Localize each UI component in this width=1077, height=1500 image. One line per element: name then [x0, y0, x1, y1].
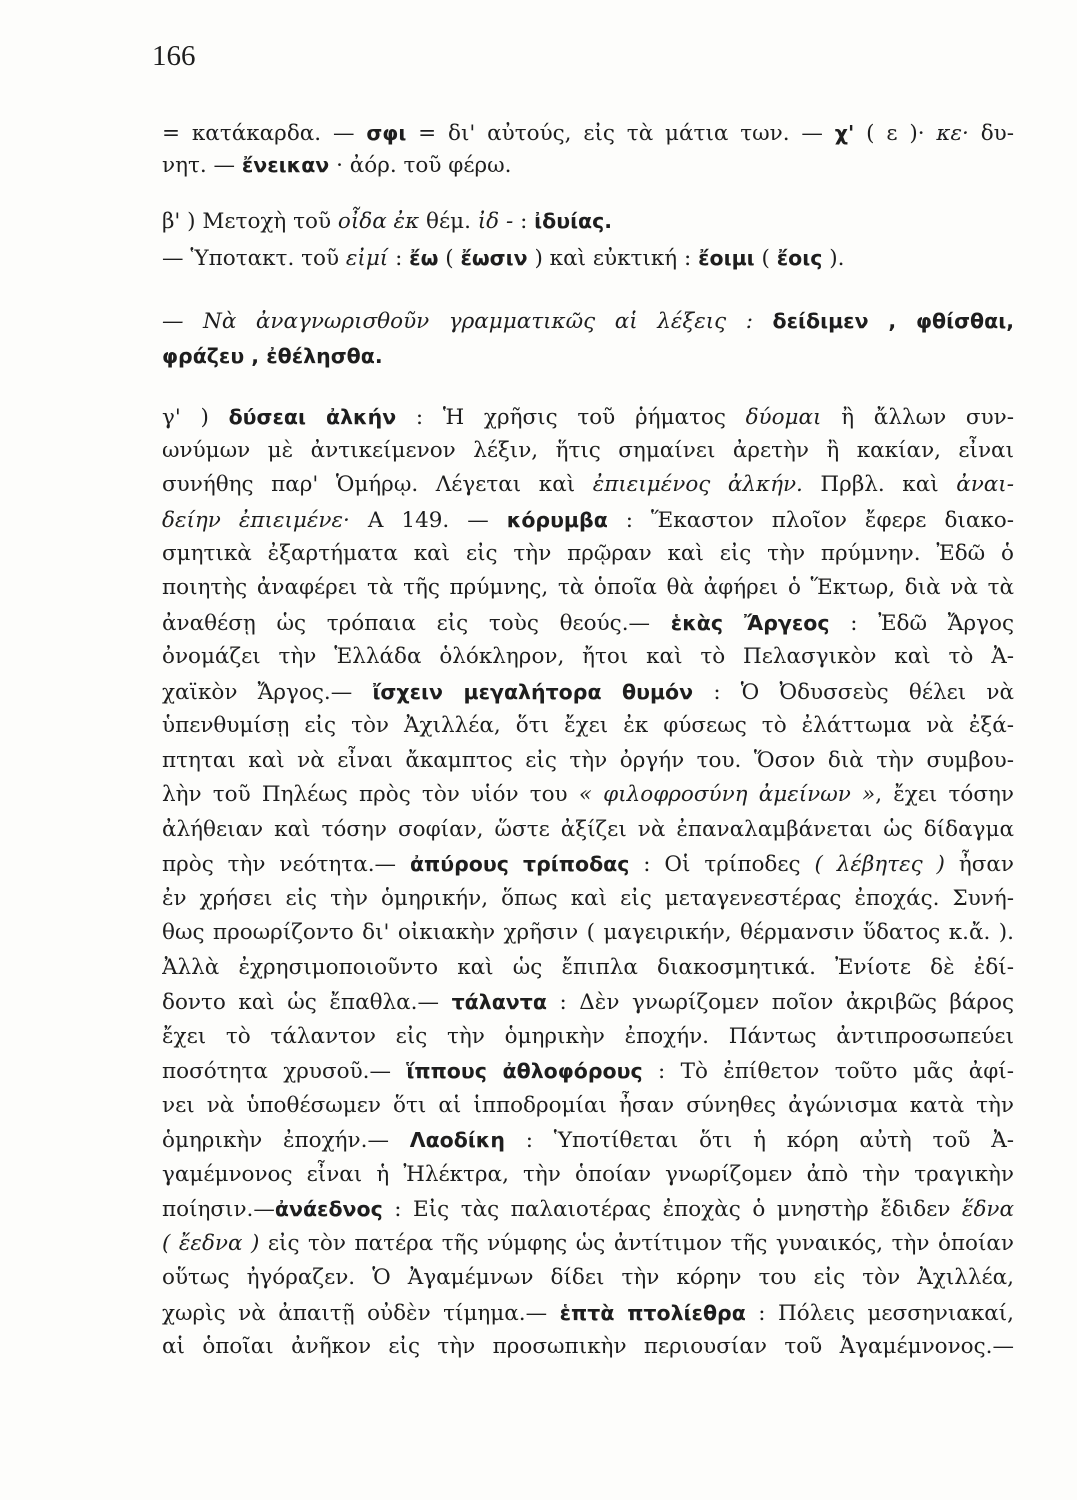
italic-text: ( ἔεδνα ) — [162, 1231, 260, 1256]
text-line — [162, 711, 1014, 741]
text-line — [162, 505, 1014, 535]
text-line — [162, 402, 1014, 432]
text-segment: = δι' αὐτούς, εἰς τὰ μάτια των. — — [406, 121, 835, 146]
text-segment: : Οἱ τρίποδες — [629, 852, 815, 877]
text-line — [162, 815, 1014, 845]
bold-term: φράζευ , ἐθέλησθα. — [162, 344, 383, 368]
text-line — [162, 1125, 1014, 1155]
text-segment: συνήθης παρ' Ὁμήρῳ. Λέγεται καὶ — [162, 472, 593, 497]
text-segment: : Ὁ Ὀδυσσεὺς θέλει νὰ — [693, 680, 1014, 705]
italic-text: οἶδα ἐκ — [337, 209, 420, 234]
text-segment: ἐν χρήσει εἰς τὴν ὁμηρικήν, ὅπως καὶ εἰς μεταγενεστέρας ἐποχάς. Συνή- — [162, 886, 1014, 911]
text-segment: · ἀόρ. τοῦ φέρω. — [329, 153, 512, 178]
italic-text: δείην ἐπιειμένε· — [162, 508, 350, 533]
text-line — [162, 118, 1014, 148]
text-segment: ( — [438, 246, 461, 271]
text-segment: ) καὶ εὐκτική : — [527, 246, 699, 271]
text-segment: ἀλήθειαν καὶ τόσην σοφίαν, ὥστε ἀξίζει νὰ ἐπαναλαμβάνεται ὡς δίδαγμα — [162, 817, 1014, 842]
text-segment: ἢ ἄλλων συν- — [821, 405, 1014, 430]
text-segment: ὀνομάζει τὴν Ἑλλάδα ὁλόκληρον, ἤτοι καὶ τὸ Πελασγικὸν καὶ τὸ Ἀ- — [162, 644, 1014, 669]
text-line — [162, 1022, 1014, 1052]
bold-term: ἔοις — [776, 246, 823, 270]
text-line — [162, 918, 1014, 948]
text-segment: : Ἕκαστον πλοῖον ἔφερε διακο- — [607, 508, 1014, 533]
text-segment: λὴν τοῦ Πηλέως πρὸς τὸν υἱόν του — [162, 782, 579, 807]
bold-term: κόρυμβα — [506, 508, 608, 532]
text-segment: θως προωρίζοντο δι' οἰκιακὴν χρῆσιν ( μαγειρικήν, θέρμανσιν ὕδατος κ.ἄ. ). — [162, 920, 1014, 945]
text-line — [162, 987, 1014, 1017]
bold-term: ἔνεικαν — [241, 153, 330, 177]
bold-term: ἵππους ἀθλοφόρους — [406, 1059, 643, 1083]
text-line — [162, 849, 1014, 879]
bold-term: ἑπτὰ πτολίεθρα — [559, 1301, 746, 1325]
bold-term: τάλαντα — [451, 990, 547, 1014]
text-line — [162, 539, 1014, 569]
text-segment: Ἀλλὰ ἐχρησιμοποιοῦντο καὶ ὡς ἔπιπλα διακοσμητικά. Ἐνίοτε δὲ ἐδί- — [162, 955, 1014, 980]
text-segment: ποσότητα χρυσοῦ.— — [162, 1059, 407, 1084]
text-line — [162, 436, 1014, 466]
text-line — [162, 150, 1014, 181]
text-segment: ( ε )· — [854, 121, 937, 146]
text-line — [162, 206, 1014, 237]
italic-text: — Νὰ ἀναγνωρισθοῦν γραμματικῶς αἱ λέξεις : — [162, 309, 753, 334]
bold-term: σφι — [366, 121, 407, 145]
bold-term: ἀνάεδνος — [274, 1197, 383, 1221]
text-line — [162, 642, 1014, 672]
text-segment: γαμέμνονος εἶναι ἡ Ἠλέκτρα, τὴν ὁποίαν γνωρίζομεν ἀπὸ τὴν τραγικὴν — [162, 1162, 1014, 1187]
text-line — [162, 953, 1014, 983]
text-line — [162, 1229, 1014, 1259]
text-segment: πτηται καὶ νὰ εἶναι ἄκαμπτος εἰς τὴν ὀργήν του. Ὅσον διὰ τὴν συμβου- — [162, 748, 1014, 773]
text-line — [162, 1263, 1014, 1293]
text-segment: ποίησιν.— — [162, 1197, 275, 1222]
text-segment: : Τὸ ἐπίθετον τοῦτο μᾶς ἀφί- — [642, 1059, 1014, 1084]
text-segment: , ἔχει τόσην — [875, 782, 1014, 807]
text-segment: = κατάκαρδα. — — [162, 121, 367, 146]
page-number: 166 — [152, 40, 196, 72]
text-segment: γ' ) — [162, 405, 229, 430]
text-segment: ( — [754, 246, 777, 271]
bold-term: δύσεαι ἀλκήν — [228, 405, 397, 429]
text-segment: ὑπενθυμίσῃ εἰς τὸν Ἀχιλλέα, ὅτι ἔχει ἐκ φύσεως τὸ ἐλάττωμα νὰ ἐξά- — [162, 713, 1014, 738]
text-line — [162, 1298, 1014, 1328]
italic-text: ἰδ - — [477, 209, 514, 234]
italic-text: ἀναι- — [956, 472, 1014, 497]
bold-term: ἴσχειν μεγαλήτορα θυμόν — [372, 680, 694, 704]
text-line — [162, 1332, 1014, 1362]
text-segment: : Εἰς τὰς παλαιοτέρας ἐποχὰς ὁ μνηστὴρ ἔδιδεν — [382, 1197, 962, 1222]
text-segment: — Ὑποτακτ. τοῦ — [162, 246, 346, 271]
text-segment: : — [513, 209, 535, 234]
bold-term: Λαοδίκη — [409, 1128, 505, 1152]
bold-term: δείδιμεν , φθίσθαι, — [772, 309, 1014, 333]
italic-text: δύομαι — [745, 405, 822, 430]
italic-text: εἰμί — [345, 246, 389, 271]
text-line — [162, 341, 1014, 372]
bold-term: χ' — [834, 121, 855, 145]
text-line — [162, 1091, 1014, 1121]
text-segment: ἀναθέσῃ ὡς τρόπαια εἰς τοὺς θεούς.— — [162, 611, 671, 636]
text-line — [162, 306, 1014, 336]
italic-text: ἕδνα — [961, 1197, 1014, 1222]
bold-term: ἔοιμι — [698, 246, 755, 270]
text-line — [162, 608, 1014, 638]
text-segment: ). — [822, 246, 845, 271]
text-segment: : Πόλεις μεσσηνιακαί, — [745, 1301, 1014, 1326]
text-segment: : Ἐδῶ Ἄργος — [829, 611, 1014, 636]
text-segment: : Ἡ χρῆσις τοῦ ῥήματος — [396, 405, 746, 430]
bold-term: ἰδυίας. — [534, 209, 613, 233]
text-segment: ἦσαν — [944, 852, 1014, 877]
text-segment: εἰς τὸν πατέρα τῆς νύμφης ὡς ἀντίτιμον τῆς γυναικός, τὴν ὁποίαν — [259, 1231, 1014, 1256]
text-line — [162, 746, 1014, 776]
text-segment: οὕτως ἠγόραζεν. Ὁ Ἀγαμέμνων δίδει τὴν κόρην του εἰς τὸν Ἀχιλλέα, — [162, 1265, 1014, 1290]
text-segment: θέμ. — [419, 209, 478, 234]
text-segment: : — [388, 246, 410, 271]
italic-text: κε· — [936, 121, 969, 146]
text-segment: πρὸς τὴν νεότητα.— — [162, 852, 410, 877]
text-segment: : Δὲν γνωρίζομεν ποῖον ἀκριβῶς βάρος — [546, 990, 1014, 1015]
text-segment: σμητικὰ ἐξαρτήματα καὶ εἰς τὴν πρῷραν καὶ εἰς τὴν πρύμνην. Ἐδῶ ὁ — [162, 541, 1014, 566]
text-line — [162, 884, 1014, 914]
text-segment: ὁμηρικὴν ἐποχήν.— — [162, 1128, 410, 1153]
text-line — [162, 1194, 1014, 1224]
text-segment: ποιητὴς ἀναφέρει τὰ τῆς πρύμνης, τὰ ὁποῖα θὰ ἀφήρει ὁ Ἕκτωρ, διὰ νὰ τὰ — [162, 575, 1014, 600]
text-segment: νει νὰ ὑποθέσωμεν ὅτι αἱ ἱπποδρομίαι ἦσαν σύνηθες ἀγώνισμα κατὰ τὴν — [162, 1093, 1014, 1118]
text-line — [162, 1056, 1014, 1086]
text-segment: Α 149. — — [349, 508, 507, 533]
bold-term: ἑκὰς Ἄργεος — [670, 611, 830, 635]
italic-text: ( λέβητες ) — [814, 852, 945, 877]
text-segment: νητ. — — [162, 153, 242, 178]
text-segment: αἱ ὁποῖαι ἀνῆκον εἰς τὴν προσωπικὴν περιουσίαν τοῦ Ἀγαμέμνονος.— — [162, 1334, 1014, 1359]
text-segment: δοντο καὶ ὡς ἔπαθλα.— — [162, 990, 452, 1015]
text-segment: ἔχει τὸ τάλαντον εἰς τὴν ὁμηρικὴν ἐποχήν. Πάντως ἀντιπροσωπεύει — [162, 1024, 1014, 1049]
bold-term: ἀπύρους τρίποδας — [409, 852, 630, 876]
bold-term: ἔωσιν — [460, 246, 528, 270]
text-line — [162, 470, 1014, 500]
text-line — [162, 1160, 1014, 1190]
text-segment: β' ) Μετοχὴ τοῦ — [162, 209, 338, 234]
text-segment — [753, 309, 773, 334]
italic-text: « φιλοφροσύνη ἀμείνων » — [578, 782, 876, 807]
italic-text: ἐπιειμένος ἀλκήν. — [592, 472, 803, 497]
text-line — [162, 677, 1014, 707]
text-segment: χωρὶς νὰ ἀπαιτῇ οὐδὲν τίμημα.— — [162, 1301, 560, 1326]
text-segment: Πρβλ. καὶ — [802, 472, 957, 497]
text-segment: : Ὑποτίθεται ὅτι ἡ κόρη αὐτὴ τοῦ Ἀ- — [504, 1128, 1014, 1153]
text-segment: χαϊκὸν Ἄργος.— — [162, 680, 373, 705]
text-line — [162, 573, 1014, 603]
text-line — [162, 780, 1014, 810]
text-segment: δυ- — [968, 121, 1014, 146]
text-line — [162, 243, 1014, 274]
bold-term: ἔω — [409, 246, 439, 270]
text-segment: ωνύμων μὲ ἀντικείμενον λέξιν, ἥτις σημαίνει ἀρετὴν ἢ κακίαν, εἶναι — [162, 438, 1014, 463]
